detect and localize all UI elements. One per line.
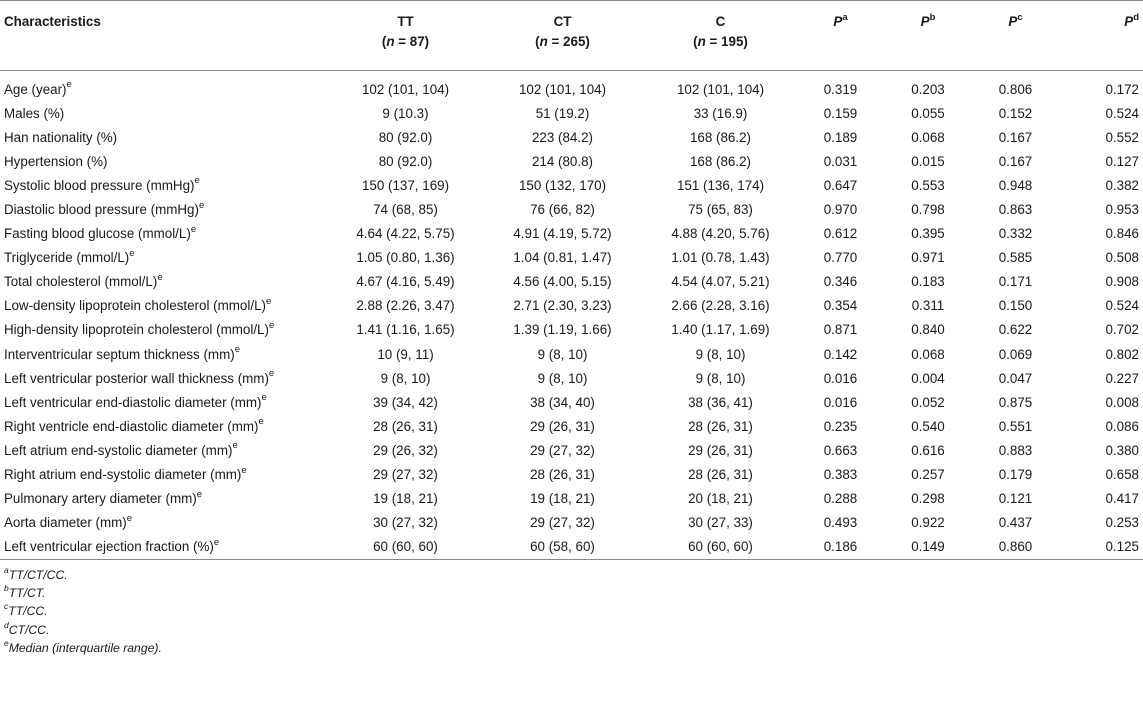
header-p-sup: d — [1133, 11, 1139, 23]
n-symbol: n — [697, 34, 706, 49]
table-row — [0, 438, 1143, 462]
table-row — [0, 294, 1143, 318]
row-label-sup: e — [258, 416, 264, 428]
table-row — [0, 511, 1143, 535]
row-label-sup: e — [232, 440, 238, 452]
cell-p-a: 0.016 — [823, 370, 858, 386]
table-row — [0, 101, 1143, 125]
cell-p-c: 0.332 — [998, 226, 1033, 242]
cell-ct: 4.91 (4.19, 5.72) — [513, 226, 612, 242]
cell-p-d: 0.086 — [1105, 418, 1139, 434]
cell-p-c: 0.437 — [998, 515, 1033, 531]
cell-p-d: 0.908 — [1105, 274, 1139, 290]
row-label-text: Interventricular septum thickness (mm) — [4, 346, 235, 362]
n-symbol: n — [386, 34, 395, 49]
cell-ct: 150 (132, 170) — [518, 177, 607, 193]
cell-ct: 19 (18, 21) — [530, 491, 595, 507]
row-label-sup: e — [126, 512, 133, 524]
cell-p-d: 0.524 — [1105, 298, 1139, 314]
cell-c: 28 (26, 31) — [688, 418, 753, 434]
cell-tt: 80 (92.0) — [378, 129, 433, 145]
cell-p-c: 0.152 — [998, 105, 1033, 121]
cell-tt: 29 (27, 32) — [373, 467, 438, 483]
row-label — [0, 125, 330, 149]
cell-p-b: 0.183 — [911, 274, 945, 290]
cell-p-c: 0.622 — [998, 322, 1033, 338]
cell-c: 168 (86.2) — [689, 153, 752, 169]
cell-p-a: 0.612 — [823, 226, 858, 242]
cell-p-a: 0.346 — [823, 274, 858, 290]
cell-p-a: 0.016 — [823, 394, 858, 410]
row-label-sup: e — [265, 295, 272, 307]
cell-tt: 9 (10.3) — [382, 105, 429, 121]
cell-p-a: 0.970 — [823, 202, 858, 218]
cell-c: 75 (65, 83) — [688, 202, 753, 218]
header-group-tt: TT — [330, 1, 481, 30]
cell-p-c: 0.179 — [998, 467, 1033, 483]
cell-c: 28 (26, 31) — [688, 467, 753, 483]
cell-tt: 74 (68, 85) — [373, 202, 438, 218]
row-label-text: Right atrium end-systolic diameter (mm) — [4, 467, 242, 483]
row-label — [0, 173, 330, 197]
cell-p-a: 0.031 — [823, 153, 858, 169]
cell-c: 4.54 (4.07, 5.21) — [671, 274, 770, 290]
cell-p-b: 0.068 — [911, 129, 945, 145]
cell-p-d: 0.846 — [1105, 226, 1139, 242]
cell-tt: 30 (27, 32) — [373, 515, 438, 531]
row-label-sup: e — [241, 464, 247, 476]
table-row — [0, 270, 1143, 294]
cell-c: 1.01 (0.78, 1.43) — [671, 250, 770, 266]
table-row — [0, 390, 1143, 414]
n-value: 87 — [409, 34, 425, 49]
row-label-sup: e — [157, 271, 163, 283]
header-p-a — [797, 1, 884, 30]
row-label — [0, 414, 330, 438]
cell-p-a: 0.142 — [823, 346, 858, 362]
cell-tt: 80 (92.0) — [378, 153, 433, 169]
footnote — [4, 602, 1143, 620]
cell-p-b: 0.149 — [884, 535, 972, 560]
cell-c: 33 (16.9) — [693, 105, 748, 121]
header-p-letter: P — [920, 14, 930, 29]
row-label-text: Left atrium end-systolic diameter (mm) — [4, 442, 233, 458]
cell-ct: 1.04 (0.81, 1.47) — [513, 250, 612, 266]
cell-p-c: 0.167 — [998, 153, 1033, 169]
cell-p-b: 0.971 — [911, 250, 945, 266]
cell-p-d: 0.125 — [1059, 535, 1143, 560]
cell-tt: 19 (18, 21) — [373, 491, 438, 507]
header-blank — [797, 29, 884, 71]
cell-c: 20 (18, 21) — [688, 491, 753, 507]
footnote-text: TT/CC. — [8, 604, 48, 619]
cell-p-b: 0.203 — [911, 81, 945, 97]
cell-ct: 29 (27, 32) — [530, 442, 595, 458]
row-label-text: Fasting blood glucose (mmol/L) — [4, 226, 191, 242]
cell-p-a: 0.235 — [823, 418, 858, 434]
cell-p-d: 0.702 — [1105, 322, 1139, 338]
cell-c: 4.88 (4.20, 5.76) — [671, 226, 770, 242]
cell-p-a: 0.871 — [823, 322, 858, 338]
table-row — [0, 487, 1143, 511]
table-row — [0, 246, 1143, 270]
footnote — [4, 566, 1143, 584]
cell-p-d: 0.524 — [1105, 105, 1139, 121]
footnote-marker: a — [4, 564, 9, 575]
cell-p-b: 0.052 — [911, 394, 945, 410]
footnote-marker: b — [4, 583, 9, 594]
row-label-sup: e — [190, 223, 197, 235]
footnote — [4, 639, 1143, 657]
cell-p-d: 0.382 — [1105, 177, 1139, 193]
cell-tt: 4.67 (4.16, 5.49) — [356, 274, 455, 290]
header-blank — [0, 29, 330, 71]
header-n-c: (n = 195) — [644, 29, 797, 71]
row-label-sup: e — [213, 536, 220, 548]
table-row — [0, 222, 1143, 246]
cell-ct: 76 (66, 82) — [530, 202, 595, 218]
n-value: 195 — [721, 34, 744, 49]
cell-p-c: 0.047 — [998, 370, 1033, 386]
cell-p-b: 0.616 — [911, 442, 945, 458]
footnote-text: Median (interquartile range). — [8, 641, 162, 656]
cell-tt: 150 (137, 169) — [361, 177, 450, 193]
header-p-letter: P — [1124, 14, 1134, 29]
header-p-d — [1059, 1, 1143, 30]
cell-tt: 28 (26, 31) — [373, 418, 438, 434]
header-n-tt: (n = 87) — [330, 29, 481, 71]
cell-p-d: 0.802 — [1105, 346, 1139, 362]
header-blank — [884, 29, 972, 71]
row-label-text: Systolic blood pressure (mmHg) — [4, 177, 195, 193]
cell-p-b: 0.840 — [911, 322, 945, 338]
header-p-letter: P — [1008, 14, 1018, 29]
row-label — [0, 101, 330, 125]
table-row — [0, 125, 1143, 149]
cell-p-b: 0.553 — [911, 177, 945, 193]
cell-tt: 1.41 (1.16, 1.65) — [356, 322, 455, 338]
cell-p-c: 0.171 — [998, 274, 1033, 290]
cell-c: 2.66 (2.28, 3.16) — [671, 298, 770, 314]
cell-c: 102 (101, 104) — [676, 81, 765, 97]
cell-tt: 10 (9, 11) — [377, 346, 434, 362]
cell-c: 9 (8, 10) — [695, 370, 746, 386]
footnote-marker: c — [4, 601, 9, 612]
cell-p-a: 0.186 — [797, 535, 884, 560]
cell-p-b: 0.311 — [911, 298, 945, 314]
row-label — [0, 342, 330, 366]
cell-c: 30 (27, 33) — [688, 515, 753, 531]
row-label-sup: e — [268, 368, 275, 380]
footnote-text: CT/CC. — [8, 622, 50, 637]
cell-c: 168 (86.2) — [689, 129, 752, 145]
cell-p-b: 0.395 — [911, 226, 945, 242]
cell-p-b: 0.798 — [911, 202, 945, 218]
cell-p-b: 0.922 — [911, 515, 945, 531]
n-value: 265 — [563, 34, 586, 49]
cell-p-c: 0.167 — [998, 129, 1033, 145]
cell-tt: 4.64 (4.22, 5.75) — [356, 226, 455, 242]
row-label-sup: e — [196, 488, 203, 500]
footnote — [4, 584, 1143, 602]
cell-p-b: 0.540 — [911, 418, 945, 434]
table-row — [0, 71, 1143, 102]
cell-p-d: 0.253 — [1105, 515, 1139, 531]
cell-p-d: 0.552 — [1105, 129, 1139, 145]
header-n-ct: (n = 265) — [481, 29, 644, 71]
cell-p-d: 0.417 — [1105, 491, 1139, 507]
cell-p-d: 0.172 — [1105, 81, 1139, 97]
cell-c: 60 (60, 60) — [644, 535, 797, 560]
cell-ct: 9 (8, 10) — [537, 346, 588, 362]
table-row — [0, 149, 1143, 173]
cell-ct: 9 (8, 10) — [537, 370, 588, 386]
row-label-text: Diastolic blood pressure (mmHg) — [4, 202, 199, 218]
cell-p-d: 0.380 — [1105, 442, 1139, 458]
cell-p-a: 0.319 — [823, 81, 858, 97]
cell-ct: 38 (34, 40) — [530, 394, 595, 410]
header-group-ct: CT — [481, 1, 644, 30]
cell-ct: 28 (26, 31) — [530, 467, 595, 483]
header-p-b — [884, 1, 972, 30]
table-row — [0, 173, 1143, 197]
cell-ct: 1.39 (1.19, 1.66) — [513, 322, 612, 338]
row-label — [0, 366, 330, 390]
row-label-text: Right ventricle end-diastolic diameter (mm) — [4, 418, 259, 434]
header-p-sup: b — [929, 11, 936, 23]
cell-tt: 102 (101, 104) — [361, 81, 450, 97]
row-label — [0, 511, 330, 535]
table-row — [0, 366, 1143, 390]
cell-tt: 9 (8, 10) — [380, 370, 431, 386]
header-group-c: C — [644, 1, 797, 30]
row-label-sup: e — [194, 175, 200, 187]
footnote-text: TT/CT/CC. — [8, 567, 68, 582]
header-p-sup: c — [1017, 11, 1023, 23]
cell-p-c: 0.150 — [998, 298, 1033, 314]
row-label — [0, 294, 330, 318]
footnote-text: TT/CT. — [8, 586, 46, 601]
cell-ct: 4.56 (4.00, 5.15) — [513, 274, 612, 290]
cell-ct: 2.71 (2.30, 3.23) — [513, 298, 612, 314]
cell-p-a: 0.663 — [823, 442, 858, 458]
row-label — [0, 535, 330, 560]
row-label-sup: e — [198, 199, 205, 211]
row-label — [0, 71, 330, 102]
cell-ct: 29 (26, 31) — [530, 418, 595, 434]
cell-c: 38 (36, 41) — [688, 394, 753, 410]
cell-p-d: 0.508 — [1105, 250, 1139, 266]
header-characteristics: Characteristics — [0, 1, 330, 30]
cell-p-c: 0.551 — [998, 418, 1033, 434]
row-label-text: Left ventricular ejection fraction (%) — [4, 539, 214, 555]
cell-tt: 2.88 (2.26, 3.47) — [356, 298, 455, 314]
cell-p-a: 0.647 — [823, 177, 858, 193]
cell-p-a: 0.159 — [823, 105, 858, 121]
cell-p-a: 0.354 — [823, 298, 858, 314]
cell-p-c: 0.863 — [998, 202, 1033, 218]
cell-p-c: 0.948 — [998, 177, 1033, 193]
cell-c: 1.40 (1.17, 1.69) — [671, 322, 770, 338]
table-row — [0, 197, 1143, 221]
header-blank — [1059, 29, 1143, 71]
header-p-sup: a — [842, 11, 848, 23]
cell-tt: 60 (60, 60) — [330, 535, 481, 560]
footnote-marker: d — [4, 619, 9, 630]
row-label-text: Triglyceride (mmol/L) — [4, 250, 130, 266]
row-label — [0, 270, 330, 294]
row-label-text: Aorta diameter (mm) — [4, 515, 127, 531]
cell-p-a: 0.189 — [823, 129, 858, 145]
footnote-marker: e — [4, 638, 9, 648]
row-label-text: Males (%) — [4, 105, 65, 121]
row-label — [0, 438, 330, 462]
cell-p-a: 0.383 — [823, 467, 858, 483]
n-symbol: n — [539, 34, 548, 49]
row-label — [0, 463, 330, 487]
cell-p-a: 0.288 — [823, 491, 858, 507]
row-label — [0, 390, 330, 414]
row-label-text: Han nationality (%) — [4, 129, 118, 145]
row-label — [0, 222, 330, 246]
row-label-sup: e — [261, 392, 267, 404]
header-p-c — [972, 1, 1059, 30]
cell-ct: 102 (101, 104) — [518, 81, 607, 97]
table-row — [0, 318, 1143, 342]
row-label — [0, 246, 330, 270]
header-p-letter: P — [833, 14, 843, 29]
cell-p-a: 0.493 — [823, 515, 858, 531]
row-label — [0, 318, 330, 342]
cell-p-b: 0.055 — [911, 105, 945, 121]
row-label — [0, 487, 330, 511]
cell-ct: 51 (19.2) — [535, 105, 590, 121]
cell-p-b: 0.257 — [911, 467, 945, 483]
header-blank — [972, 29, 1059, 71]
cell-p-d: 0.127 — [1105, 153, 1139, 169]
row-label-sup: e — [234, 344, 240, 356]
row-label-text: Total cholesterol (mmol/L) — [4, 274, 158, 290]
cell-p-b: 0.015 — [911, 153, 945, 169]
cell-p-c: 0.860 — [972, 535, 1059, 560]
cell-tt: 39 (34, 42) — [373, 394, 438, 410]
table-row — [0, 342, 1143, 366]
row-label-text: Left ventricular end-diastolic diameter (mm) — [4, 394, 262, 410]
row-label — [0, 149, 330, 173]
cell-tt: 1.05 (0.80, 1.36) — [356, 250, 455, 266]
cell-c: 29 (26, 31) — [688, 442, 753, 458]
row-label-sup: e — [66, 79, 72, 91]
cell-ct: 60 (58, 60) — [481, 535, 644, 560]
cell-tt: 29 (26, 32) — [373, 442, 438, 458]
row-label-sup: e — [129, 247, 135, 259]
cell-p-c: 0.806 — [998, 81, 1033, 97]
row-label-text: Low-density lipoprotein cholesterol (mmol/L) — [4, 298, 266, 314]
cell-ct: 29 (27, 32) — [530, 515, 595, 531]
footnotes — [0, 566, 1143, 657]
cell-p-a: 0.770 — [823, 250, 858, 266]
table-header — [0, 1, 1143, 71]
cell-c: 151 (136, 174) — [676, 177, 765, 193]
table-body — [0, 71, 1143, 560]
cell-ct: 223 (84.2) — [531, 129, 594, 145]
cell-p-b: 0.068 — [911, 346, 945, 362]
row-label-text: Pulmonary artery diameter (mm) — [4, 491, 197, 507]
cell-p-d: 0.008 — [1105, 394, 1139, 410]
cell-p-d: 0.953 — [1105, 202, 1139, 218]
row-label — [0, 197, 330, 221]
table-row — [0, 535, 1143, 560]
cell-p-b: 0.298 — [911, 491, 945, 507]
cell-p-b: 0.004 — [911, 370, 945, 386]
table-row — [0, 463, 1143, 487]
row-label-text: Left ventricular posterior wall thickness (mm) — [4, 370, 269, 386]
row-label-text: High-density lipoprotein cholesterol (mmol/L) — [4, 322, 269, 338]
cell-ct: 214 (80.8) — [531, 153, 594, 169]
cell-p-c: 0.121 — [998, 491, 1033, 507]
cell-p-d: 0.658 — [1105, 467, 1139, 483]
cell-c: 9 (8, 10) — [695, 346, 746, 362]
row-label-text: Hypertension (%) — [4, 153, 108, 169]
cell-p-c: 0.883 — [998, 442, 1033, 458]
row-label-text: Age (year) — [4, 81, 67, 97]
cell-p-c: 0.069 — [998, 346, 1033, 362]
cell-p-d: 0.227 — [1105, 370, 1139, 386]
row-label-sup: e — [268, 320, 275, 332]
cell-p-c: 0.875 — [998, 394, 1033, 410]
table-row — [0, 414, 1143, 438]
cell-p-c: 0.585 — [998, 250, 1033, 266]
footnote — [4, 621, 1143, 639]
